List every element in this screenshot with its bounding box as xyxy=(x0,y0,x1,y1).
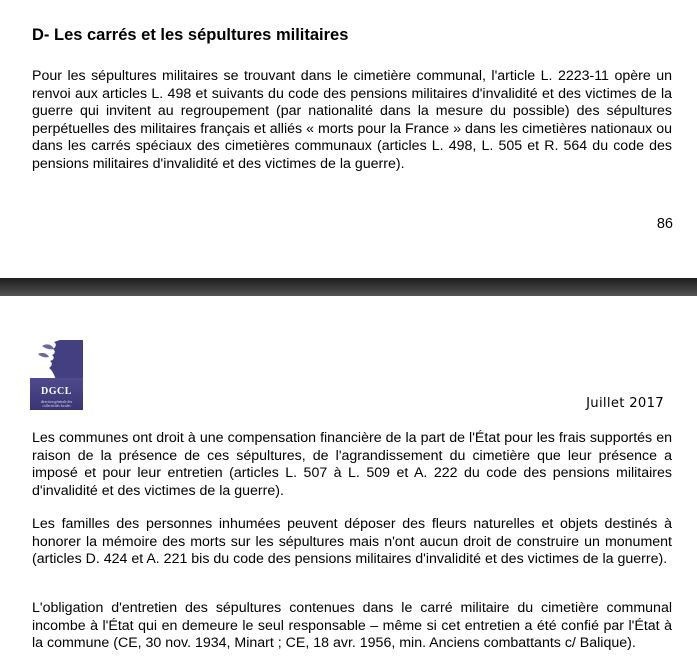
logo-subtitle: direction générale des collectivités locales xyxy=(40,399,73,408)
paragraph-families: Les familles des personnes inhumées peuvent déposer des fleurs naturelles et objets destinés à honorer la mémoire des morts sur les sépultures mais n'ont aucun droit de construire un monument (articles D. 424 et A. 221 bis du code des pensions militaires d'invalidité et des victimes de la guerre). xyxy=(32,516,672,568)
dgcl-logo xyxy=(30,340,83,410)
paragraph-maintenance: L'obligation d'entretien des sépultures contenues dans le carré militaire du cimetière communal incombe à l'État qui en demeure le seul responsable – même si cet entretien a été confié par l'État à la commune (CE, 30 nov. 1934, Minart ; CE, 18 avr. 1956, min. Anciens combattants c/ Balique). xyxy=(32,600,672,652)
paragraph-military-graves: Pour les sépultures militaires se trouvant dans le cimetière communal, l'article L. 2223-11 opère un renvoi aux articles L. 498 et suivants du code des pensions militaires d'invalidité et des victimes de la guerre qui invitent au regroupement (par nationalité dans la mesure du possible) des sépultures perpétuelles des militaires français et alliés « morts pour la France » dans les cimetières nationaux ou dans les carrés spéciaux des cimetières communaux (articles L. 498, L. 505 et R. 564 du code des pensions militaires d'invalidité et des victimes de la guerre). xyxy=(32,68,672,172)
page-number: 86 xyxy=(656,216,673,232)
page-top xyxy=(0,0,697,278)
marianne-profile-icon xyxy=(30,340,83,380)
page-separator xyxy=(0,278,697,296)
paragraph-compensation: Les communes ont droit à une compensation financière de la part de l'État pour les frais supportés en raison de la présence de ces sépultures, de l'agrandissement du cimetière que leur présence a imposé et pour leur entretien (articles L. 507 à L. 509 et A. 222 du code des pensions militaires d'invalidité et des victimes de la guerre). xyxy=(32,430,672,499)
section-heading: D- Les carrés et les sépultures militaires xyxy=(32,26,349,44)
document-date: Juillet 2017 xyxy=(586,396,664,411)
logo-acronym: DGCL xyxy=(41,386,72,397)
